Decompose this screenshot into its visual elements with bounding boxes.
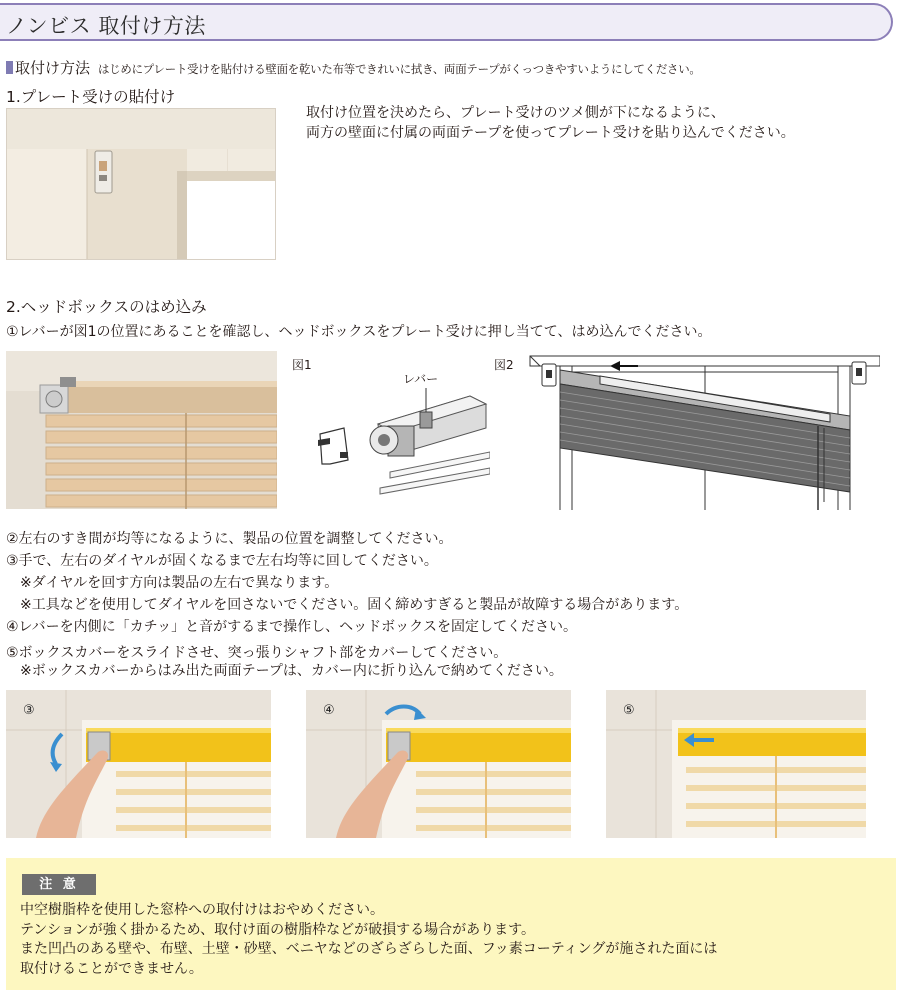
- caution-badge: 注 意: [22, 874, 96, 895]
- figure1-headbox-diagram: [300, 368, 490, 508]
- lever-label: レバー: [403, 372, 439, 386]
- note-line: ※ボックスカバーからはみ出た両面テープは、カバー内に折り込んで納めてください。: [20, 663, 563, 679]
- page-header-bar: [0, 3, 893, 41]
- step2-title: 2.ヘッドボックスのはめ込み: [6, 298, 207, 316]
- step5-photo: [606, 690, 866, 838]
- photo-step-number: ④: [323, 703, 335, 718]
- section-marker-icon: [6, 61, 13, 74]
- note-line: ※ダイヤルを回す方向は製品の左右で異なります。: [20, 575, 339, 591]
- photo-step-number: ⑤: [623, 703, 635, 718]
- caution-text: [20, 901, 717, 979]
- step3-photo: [6, 690, 271, 838]
- plate-mount-photo: [6, 108, 276, 260]
- instruction-notes: [6, 528, 688, 682]
- note-line: ⑤ボックスカバーをスライドさせ、突っ張りシャフト部をカバーしてください。: [6, 645, 508, 661]
- figure2-label: 図2: [494, 358, 514, 372]
- headbox-install-photo: [6, 351, 277, 509]
- intro-text: はじめにプレート受けを貼付ける壁面を乾いた布等できれいに拭き、両面テープがくっつきやすいようにしてください。: [98, 62, 701, 76]
- photo-step-number: ③: [23, 703, 35, 718]
- caution-line: また凹凸のある壁や、布壁、土壁・砂壁、ベニヤなどのざらざらした面、フッ素コーティングが施された面には: [20, 941, 718, 957]
- intro-title: 取付け方法: [15, 59, 91, 77]
- step2-lead: ①レバーが図1の位置にあることを確認し、ヘッドボックスをプレート受けに押し当てて、はめ込んでください。: [6, 324, 712, 340]
- note-line: ※工具などを使用してダイヤルを回さないでください。固く締めすぎると製品が故障する場合があります。: [20, 597, 689, 613]
- figure2-window-diagram: [520, 352, 880, 510]
- step1-desc-line: 両方の壁面に付属の両面テープを使ってプレート受けを貼り込んでください。: [306, 125, 795, 141]
- figure1-label: 図1: [292, 358, 312, 372]
- note-line: ②左右のすき間が均等になるように、製品の位置を調整してください。: [6, 531, 453, 547]
- intro-row: [6, 57, 701, 78]
- page-title: ノンビス 取付け方法: [6, 14, 206, 38]
- note-line: ③手で、左右のダイヤルが固くなるまで左右均等に回してください。: [6, 553, 438, 569]
- step1-description: [306, 103, 795, 143]
- caution-line: テンションが強く掛かるため、取付け面の樹脂枠などが破損する場合があります。: [20, 921, 535, 938]
- step1-title: 1.プレート受けの貼付け: [6, 88, 176, 106]
- caution-line: 取付けることができません。: [20, 960, 203, 977]
- step4-photo: [306, 690, 571, 838]
- caution-box: [6, 858, 896, 990]
- caution-line: 中空樹脂枠を使用した窓枠への取付けはおやめください。: [20, 902, 384, 918]
- step1-desc-line: 取付け位置を決めたら、プレート受けのツメ側が下になるように、: [306, 105, 725, 121]
- note-line: ④レバーを内側に「カチッ」と音がするまで操作し、ヘッドボックスを固定してください。: [6, 619, 578, 635]
